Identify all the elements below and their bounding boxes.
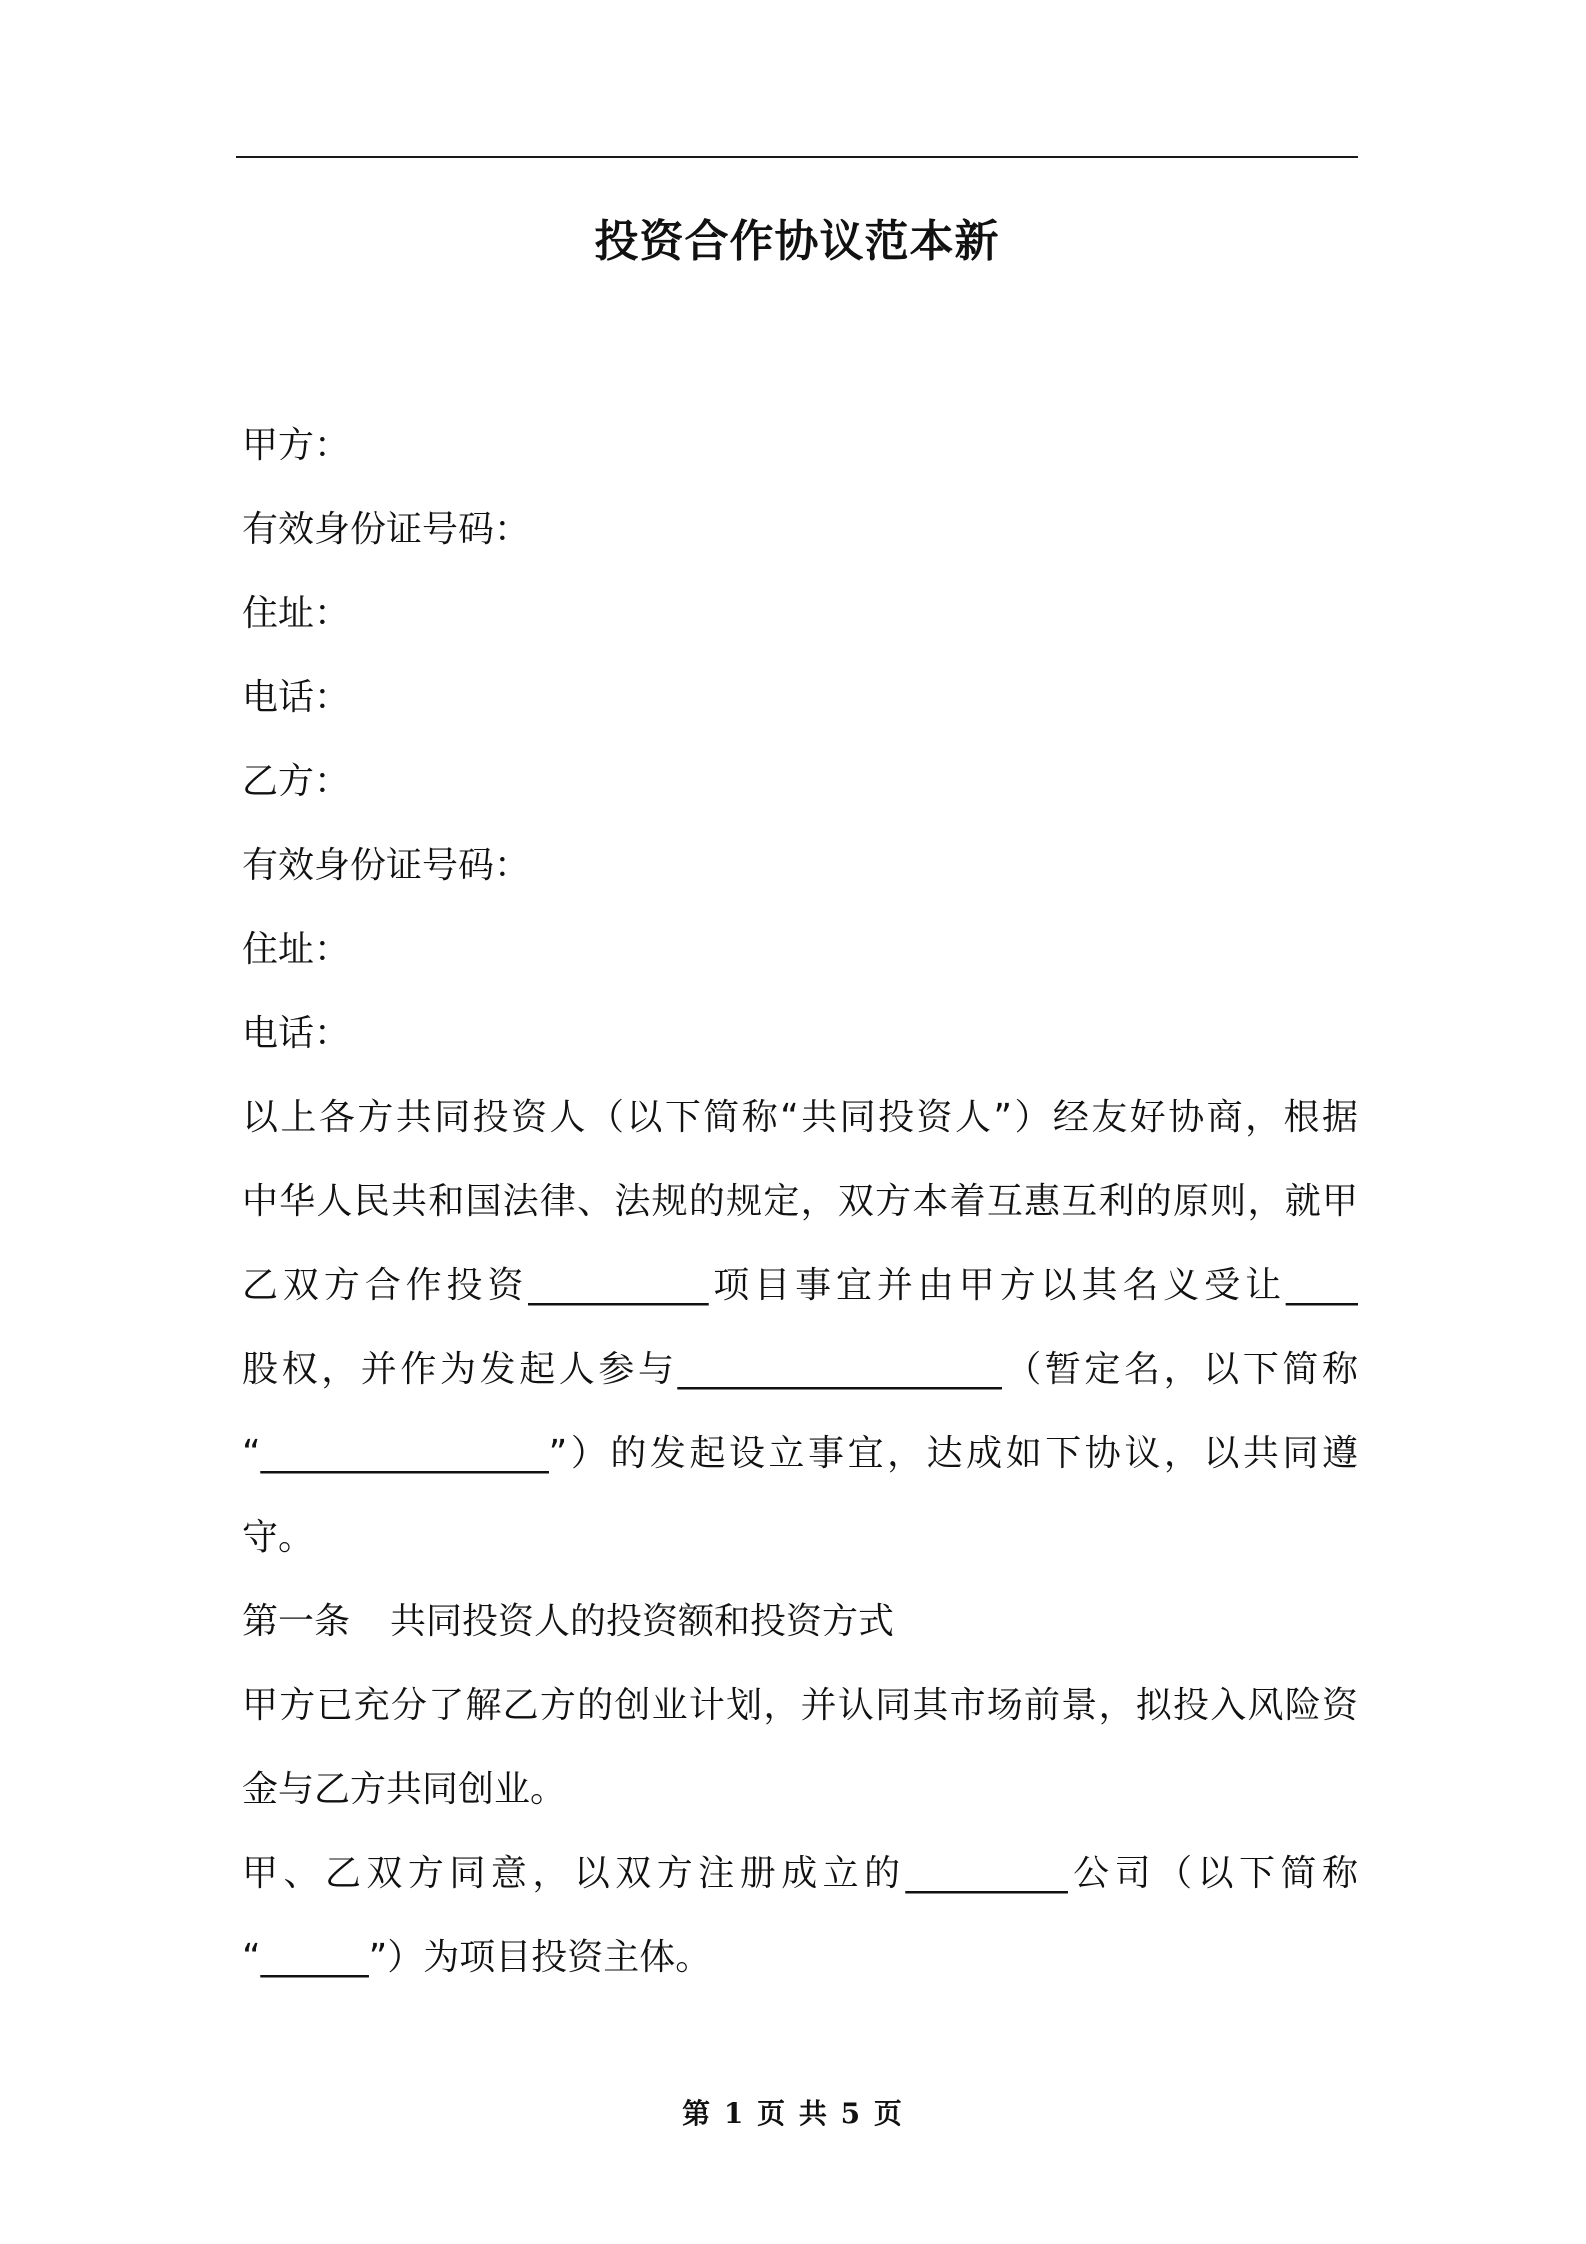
header-rule xyxy=(236,156,1358,158)
article-1-title: 共同投资人的投资额和投资方式 xyxy=(390,1601,895,1642)
paragraph-1-line: 金与乙方共同创业。 xyxy=(242,1769,567,1810)
party-a-label: 甲方： xyxy=(242,425,351,466)
page-number: 第 1 页 共 5 页 xyxy=(682,2097,904,2130)
preamble-line: 乙双方合作投资__________项目事宜并由甲方以其名义受让____ xyxy=(242,1265,1358,1306)
article-1-number: 第一条 xyxy=(242,1601,351,1642)
document-title: 投资合作协议范本新 xyxy=(594,216,1000,267)
article-1-heading xyxy=(242,1580,1358,1664)
party-a-id-label: 有效身份证号码： xyxy=(242,509,531,550)
party-b-label: 乙方： xyxy=(242,761,351,802)
preamble-line: 守。 xyxy=(242,1517,315,1558)
preamble-line: 股权，并作为发起人参与__________________（暂定名，以下简称 xyxy=(242,1349,1358,1390)
paragraph-1-line: 甲方已充分了解乙方的创业计划，并认同其市场前景，拟投入风险资 xyxy=(242,1685,1358,1726)
paragraph-2-line: 甲、乙双方同意，以双方注册成立的_________公司（以下简称 xyxy=(242,1853,1358,1894)
party-a-address-label: 住址： xyxy=(242,593,351,634)
party-b-id-label: 有效身份证号码： xyxy=(242,845,531,886)
party-b-address-label: 住址： xyxy=(242,929,351,970)
preamble-line: 中华人民共和国法律、法规的规定，双方本着互惠互利的原则，就甲 xyxy=(242,1181,1358,1222)
document-body xyxy=(242,404,1358,2000)
preamble-line: “________________”）的发起设立事宜，达成如下协议，以共同遵 xyxy=(242,1433,1358,1474)
paragraph-2-line: “______”）为项目投资主体。 xyxy=(242,1937,712,1978)
party-b-phone-label: 电话： xyxy=(242,1013,351,1054)
party-a-phone-label: 电话： xyxy=(242,677,351,718)
preamble-line: 以上各方共同投资人（以下简称“共同投资人”）经友好协商，根据 xyxy=(242,1097,1358,1138)
